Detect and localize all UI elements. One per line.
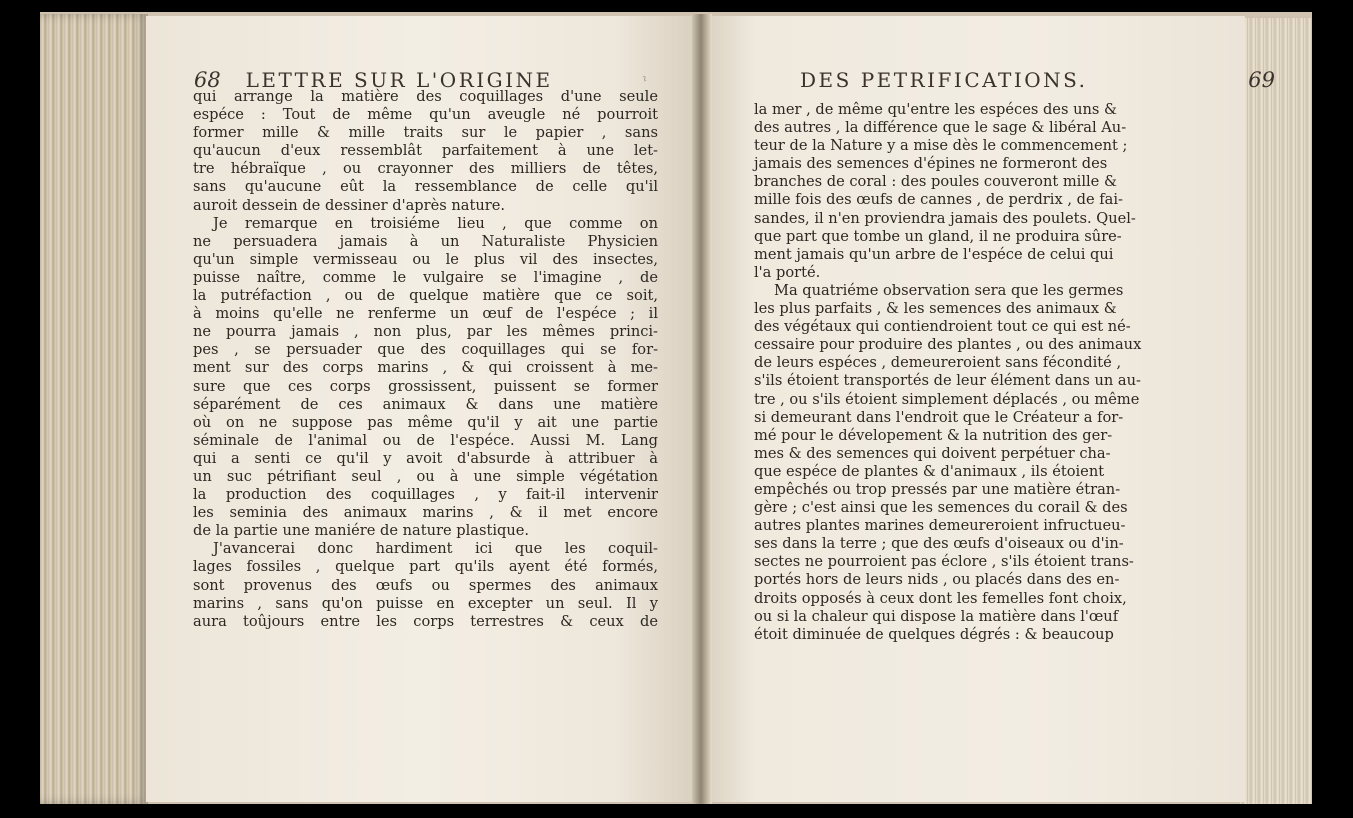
right-running-head [800, 68, 1275, 92]
text-line: marins , sans qu'on puisse en excepter un seul. Il y [193, 594, 658, 612]
text-line: étoit diminuée de quelques dégrés : & beaucoup [754, 625, 1114, 643]
text-line: auroit dessein de dessiner d'après nature. [193, 196, 505, 214]
text-line: ment jamais qu'un arbre de l'espéce de celui qui [754, 245, 1114, 263]
text-line: J'avancerai donc hardiment ici que les coquil- [213, 540, 658, 558]
text-line: des végétaux qui contiendroient tout ce qui est né- [754, 318, 1131, 336]
text-line: que part que tombe un gland, il ne produira sûre- [754, 227, 1122, 245]
text-line: portés hors de leurs nids , ou placés dans des en- [754, 571, 1120, 589]
text-line: que espéce de plantes & d'animaux , ils étoient [754, 462, 1105, 480]
text-line: qui a senti ce qu'il y avoit d'absurde à attribuer à [193, 449, 658, 467]
book-gutter [692, 14, 712, 804]
text-line: la production des coquillages , y fait-il intervenir [193, 486, 658, 504]
left-head-title: LETTRE SUR L'ORIGINE [245, 68, 553, 92]
left-page-edges [40, 14, 148, 804]
text-line: cessaire pour produire des plantes , ou des animaux [754, 336, 1142, 354]
text-line: pes , se persuader que des coquillages qui se for- [193, 341, 658, 359]
right-page-number: 69 [1248, 68, 1275, 92]
text-line: qu'un simple vermisseau ou le plus vil des insectes, [193, 250, 658, 268]
text-line: tre hébraïque , ou crayonner des milliers de têtes, [193, 160, 658, 178]
text-line: Ma quatriéme observation sera que les germes [774, 281, 1124, 299]
text-line: empêchés ou trop pressés par une matière étran- [754, 480, 1121, 498]
text-line: droits opposés à ceux dont les femelles font choix, [754, 589, 1127, 607]
left-body-text [193, 88, 658, 631]
text-line: qui arrange la matière des coquillages d'une seule [193, 88, 658, 105]
text-line: séparément de ces animaux & dans une matière [193, 395, 658, 413]
text-line: ne pourra jamais , non plus, par les mêmes princi- [193, 323, 658, 341]
text-line: sure que ces corps grossissent, puissent se former [193, 377, 658, 395]
text-line: tre , ou s'ils étoient simplement déplacés , ou même [754, 390, 1140, 408]
text-line: lages fossiles , quelque part qu'ils ayent été formés, [193, 558, 658, 576]
text-line: où on ne suppose pas même qu'il y ait une partie [193, 413, 658, 431]
text-line: s'ils étoient transportés de leur élément dans un au- [754, 372, 1141, 390]
text-line: à moins qu'elle ne renferme un œuf de l'espéce ; il [193, 305, 658, 323]
text-line: ment sur des corps marins , & qui croissent à me- [193, 359, 658, 377]
text-line: les plus parfaits , & les semences des animaux & [754, 300, 1117, 318]
text-line: Je remarque en troisiéme lieu , que comme on [213, 214, 658, 232]
text-line: la mer , de même qu'entre les espéces des uns & [754, 101, 1117, 118]
right-page-edges [1240, 18, 1312, 804]
text-line: des autres , la différence que le sage & libéral Au- [754, 119, 1127, 137]
text-line: espéce : Tout de même qu'un aveugle né pourroit [193, 106, 658, 124]
text-line: l'a porté. [754, 263, 821, 281]
text-line: branches de coral : des poules couveront mille & [754, 173, 1117, 191]
text-line: mille fois des œufs de cannes , de perdrix , de fai- [754, 191, 1123, 209]
text-line: ne persuadera jamais à un Naturaliste Physicien [193, 232, 658, 250]
text-line: jamais des semences d'épines ne formeront des [754, 155, 1108, 173]
text-line: les seminia des animaux marins , & il met encore [193, 504, 658, 522]
text-line: sectes ne pourroient pas éclore , s'ils étoient trans- [754, 553, 1134, 571]
text-line: puisse naître, comme le vulgaire se l'imagine , de [193, 268, 658, 286]
text-line: sandes, il n'en proviendra jamais des poulets. Quel- [754, 209, 1136, 227]
text-line: un suc pétrifiant seul , ou à une simple végétation [193, 467, 658, 485]
text-line: gère ; c'est ainsi que les semences du corail & des [754, 499, 1128, 517]
text-line: si demeurant dans l'endroit que le Créateur a for- [754, 408, 1124, 426]
text-line: autres plantes marines demeureroient infructueu- [754, 517, 1126, 535]
text-line: aura toûjours entre les corps terrestres & ceux de [193, 612, 658, 630]
text-line: séminale de l'animal ou de l'espéce. Aussi M. Lang [193, 431, 658, 449]
ink-mark: ˀ [641, 73, 650, 89]
text-line: ou si la chaleur qui dispose la matière dans l'œuf [754, 607, 1119, 625]
text-line: de la partie une maniére de nature plastique. [193, 522, 529, 540]
right-head-title: DES PETRIFICATIONS. [800, 68, 1088, 92]
text-line: mé pour le dévelopement & la nutrition des ger- [754, 426, 1113, 444]
text-line: sans qu'aucune eût la ressemblance de celle qu'il [193, 178, 658, 196]
left-page-number: 68 [194, 68, 221, 92]
text-line: former mille & mille traits sur le papier , sans [193, 124, 658, 142]
right-body-text [754, 101, 1142, 644]
text-line: ses dans la terre ; que des œufs d'oiseaux ou d'in- [754, 535, 1124, 553]
text-line: mes & des semences qui doivent perpétuer cha- [754, 444, 1111, 462]
text-line: de leurs espéces , demeureroient sans fécondité , [754, 354, 1122, 372]
text-line: qu'aucun d'eux ressemblât parfaitement à une let- [193, 142, 658, 160]
text-line: sont provenus des œufs ou spermes des animaux [193, 576, 658, 594]
text-line: la putréfaction , ou de quelque matière que ce soit, [193, 287, 658, 305]
text-line: teur de la Nature y a mise dès le commencement ; [754, 137, 1128, 155]
